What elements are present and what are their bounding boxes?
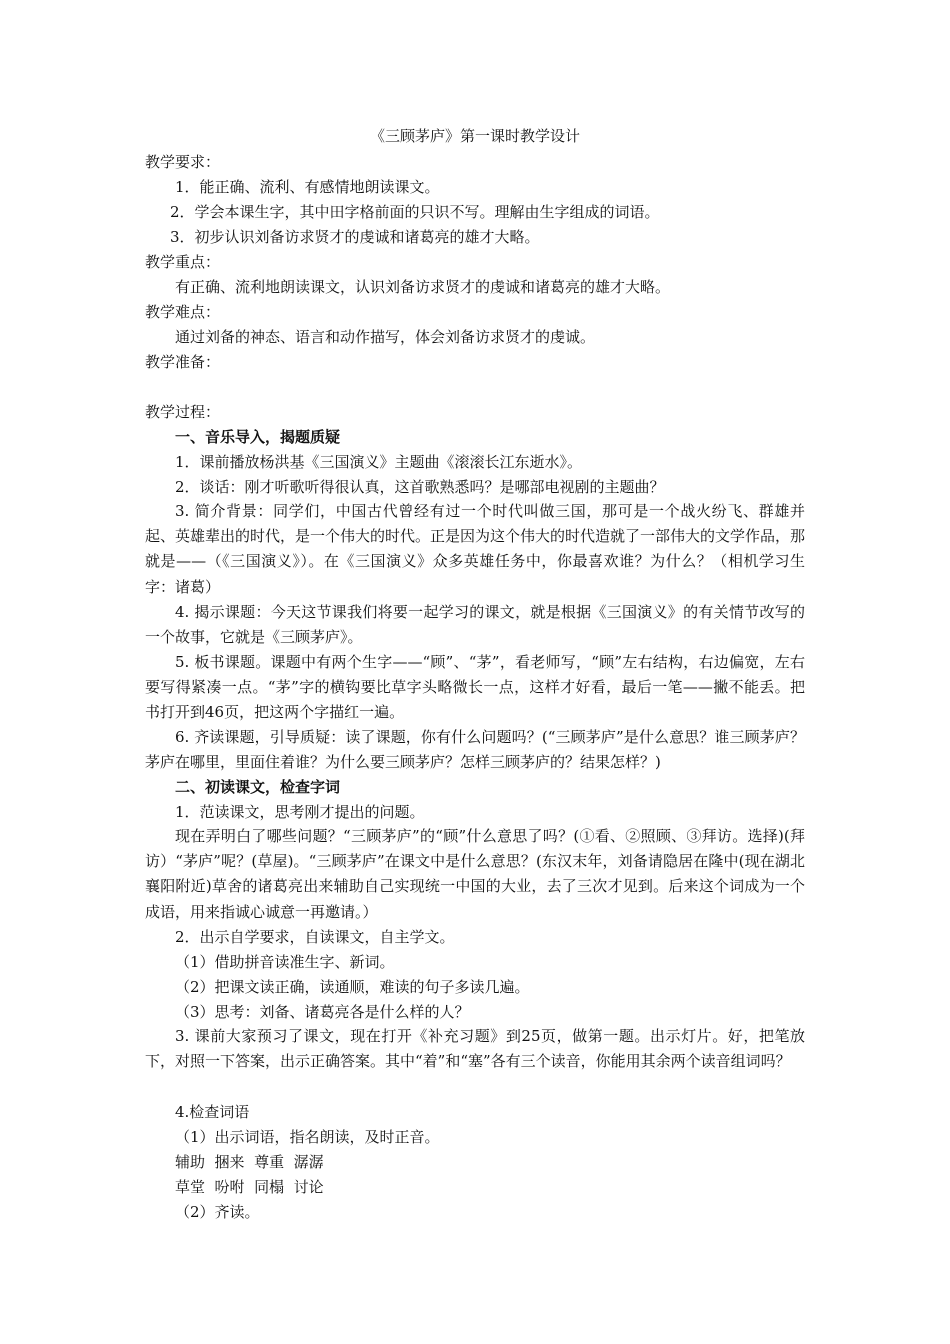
process-heading: 教学过程：: [145, 403, 221, 421]
requirement-item: 2．学会本课生字，其中田字格前面的只识不写。理解由生字组成的词语。: [170, 203, 660, 221]
part1-item: 4. 揭示课题：今天这节课我们将要一起学习的课文，就是根据《三国演义》的有关情节改写的一个故事，它就是《三顾茅庐》。: [145, 603, 805, 647]
part2-sub-item: （2）把课文读正确，读通顺，难读的句子多读几遍。: [175, 978, 530, 996]
preparation-heading: 教学准备：: [145, 353, 221, 371]
part1-item: 2．谈话：刚才听歌听得很认真，这首歌熟悉吗？是哪部电视剧的主题曲？: [175, 478, 665, 496]
part1-heading: 一、音乐导入，揭题质疑: [175, 428, 341, 446]
part2-sub-item: （2）齐读。: [175, 1203, 260, 1221]
part2-sub-item: （3）思考：刘备、诸葛亮各是什么样的人？: [175, 1003, 470, 1021]
part1-item: 3. 简介背景：同学们，中国古代曾经有过一个时代叫做三国，那可是一个战火纷飞、群雄并起、英雄辈出的时代，是一个伟大的时代。正是因为这个伟大的时代造就了一部伟大的文学作品，那就是——（《三国演义》）。在《三国演义》众多英雄任务中，你最喜欢谁？为什么？（相机学习生字：诸葛）: [145, 502, 806, 596]
difficulties-heading: 教学难点：: [145, 303, 221, 321]
part2-item: 1．范读课文，思考刚才提出的问题。: [175, 803, 425, 821]
part1-item: 5. 板书课题。课题中有两个生字——“顾”、“茅”，看老师写，“顾”左右结构，右边偏宽，左右要写得紧凑一点。“茅”字的横钩要比草字头略微长一点，这样才好看，最后一笔——撇不能丢。把书打开到46页，把这两个字描红一遍。: [145, 653, 805, 722]
requirements-heading: 教学要求：: [145, 153, 221, 171]
part1-item: 1．课前播放杨洪基《三国演义》主题曲《滚滚长江东逝水》。: [175, 453, 583, 471]
part2-item: 2．出示自学要求，自读课文，自主学文。: [175, 928, 455, 946]
key-points-heading: 教学重点：: [145, 253, 221, 271]
part2-sub-item: （1）借助拼音读准生字、新词。: [175, 953, 395, 971]
part2-item: 3. 课前大家预习了课文，现在打开《补充习题》到25页，做第一题。出示灯片。好，把笔放下，对照一下答案，出示正确答案。其中“着”和“塞”各有三个读音，你能用其余两个读音组词吗？: [145, 1027, 805, 1071]
words-row: 辅助 捆来 尊重 潺潺: [175, 1153, 324, 1171]
part2-heading: 二、初读课文，检查字词: [175, 778, 341, 796]
part2-item-detail: 现在弄明白了哪些问题？“三顾茅庐”的“顾”什么意思了吗？(①看、②照顾、③拜访。选择)(拜访）“茅庐”呢？(草屋)。“三顾茅庐”在课文中是什么意思？(东汉末年，刘备请隐居在隆中(现在湖北襄阳附近)草舍的诸葛亮出来辅助自己实现统一中国的大业，去了三次才见到。后来这个词成为一个成语，用来指诚心诚意一再邀请。）: [145, 827, 805, 921]
requirement-item: 3．初步认识刘备访求贤才的虔诚和诸葛亮的雄才大略。: [170, 228, 540, 246]
difficulties-text: 通过刘备的神态、语言和动作描写，体会刘备访求贤才的虔诚。: [175, 328, 596, 346]
key-points-text: 有正确、流利地朗读课文，认识刘备访求贤才的虔诚和诸葛亮的雄才大略。: [175, 278, 671, 296]
document-title: 《三顾茅庐》第一课时教学设计: [369, 127, 580, 145]
requirement-item: 1．能正确、流利、有感情地朗读课文。: [175, 178, 440, 196]
part1-item: 6. 齐读课题，引导质疑：读了课题，你有什么问题吗？(“三顾茅庐”是什么意思？谁三顾茅庐？茅庐在哪里，里面住着谁？为什么要三顾茅庐？怎样三顾茅庐的？结果怎样？): [145, 728, 805, 772]
part2-item: 4.检查词语: [175, 1103, 250, 1121]
words-row: 草堂 吩咐 同榻 讨论: [175, 1178, 324, 1196]
part2-sub-item: （1）出示词语，指名朗读，及时正音。: [175, 1128, 440, 1146]
